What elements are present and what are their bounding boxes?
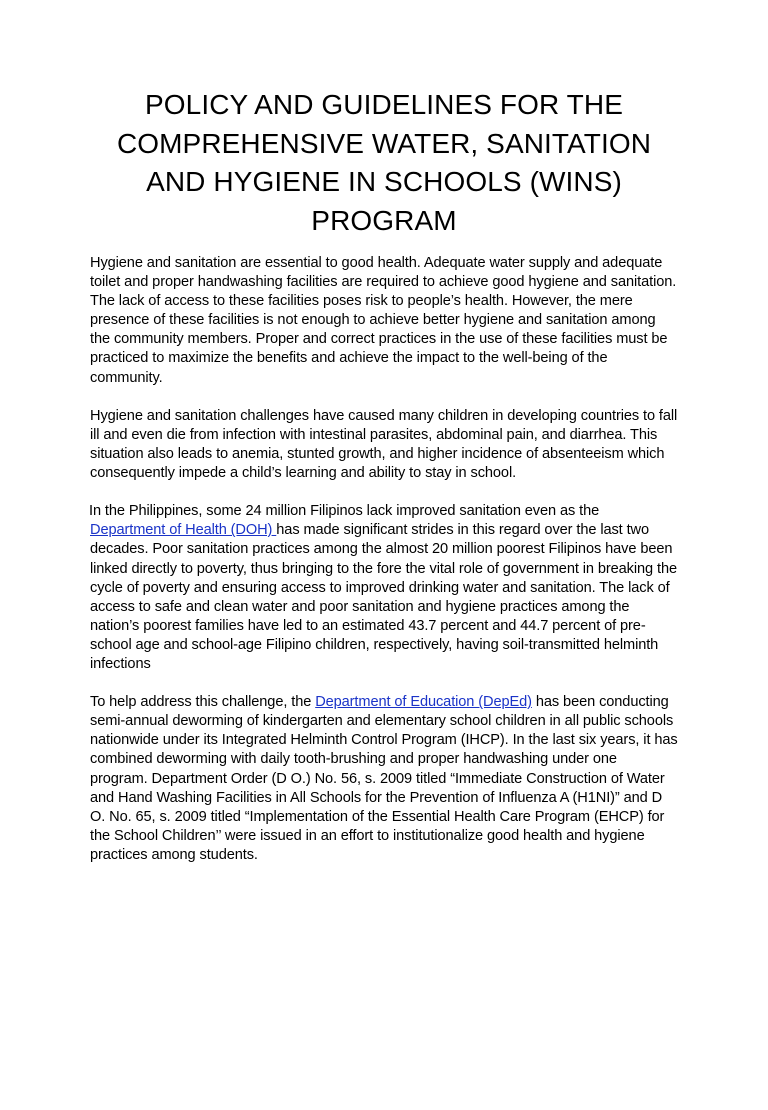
paragraph-deped <box>90 693 678 865</box>
paragraph-deped-before: To help address this challenge, the <box>90 694 316 711</box>
paragraph-philippines <box>90 502 678 674</box>
document-body <box>90 254 678 865</box>
deped-link[interactable]: Department of Education (DepEd) <box>315 694 532 711</box>
doh-link[interactable]: Department of Health (DOH) <box>90 522 277 539</box>
paragraph-challenges: Hygiene and sanitation challenges have caused many children in developing countries to fall ill and even die from infection with intestinal parasites, abdominal pain, and diarrhea. This situation also leads to anemia, stunted growth, and higher incidence of absenteeism which consequently impede a child’s learning and ability to stay in school. <box>90 407 678 482</box>
paragraph-philippines-after: has made significant strides in this regard over the last two decades. Poor sanitation practices among the almost 20 million poorest Filipinos have been linked directly to poverty, thus bringing to the fore the vital role of government in breaking the cycle of poverty and ensuring access to improved drinking water and sanitation. The lack of access to safe and clean water and poor sanitation and hygiene practices among the nation’s poorest families have led to an estimated 43.7 percent and 44.7 percent of pre-school age and school-age Filipino children, respectively, having soil-transmitted helminth infections <box>90 522 677 672</box>
paragraph-philippines-before: In the Philippines, some 24 million Filipinos lack improved sanitation even as the <box>89 503 600 520</box>
document-title: POLICY AND GUIDELINES FOR THE COMPREHENSIVE WATER, SANITATION AND HYGIENE IN SCHOOLS (WINS) PROGRAM <box>116 89 652 236</box>
paragraph-intro: Hygiene and sanitation are essential to good health. Adequate water supply and adequate toilet and proper handwashing facilities are required to achieve good hygiene and sanitation. The lack of access to these facilities poses risk to people’s health. However, the mere presence of these facilities is not enough to achieve better hygiene and sanitation among the community members. Proper and correct practices in the use of these facilities must be practiced to maximize the benefits and achieve the impact to the well-being of the community. <box>90 255 677 386</box>
document-page <box>0 86 768 1110</box>
paragraph-deped-after: has been conducting semi-annual deworming of kindergarten and elementary school children in all public schools nationwide under its Integrated Helminth Control Program (IHCP). In the last six years, it has combined deworming with daily tooth-brushing and proper handwashing under one program. Department Order (D O.) No. 56, s. 2009 titled “Immediate Construction of Water and Hand Washing Facilities in All Schools for the Prevention of Influenza A (H1NI)” and D O. No. 65, s. 2009 titled “Implementation of the Essential Health Care Program (EHCP) for the School Children’’ were issued in an effort to institutionalize good health and hygiene practices among students. <box>90 694 678 863</box>
